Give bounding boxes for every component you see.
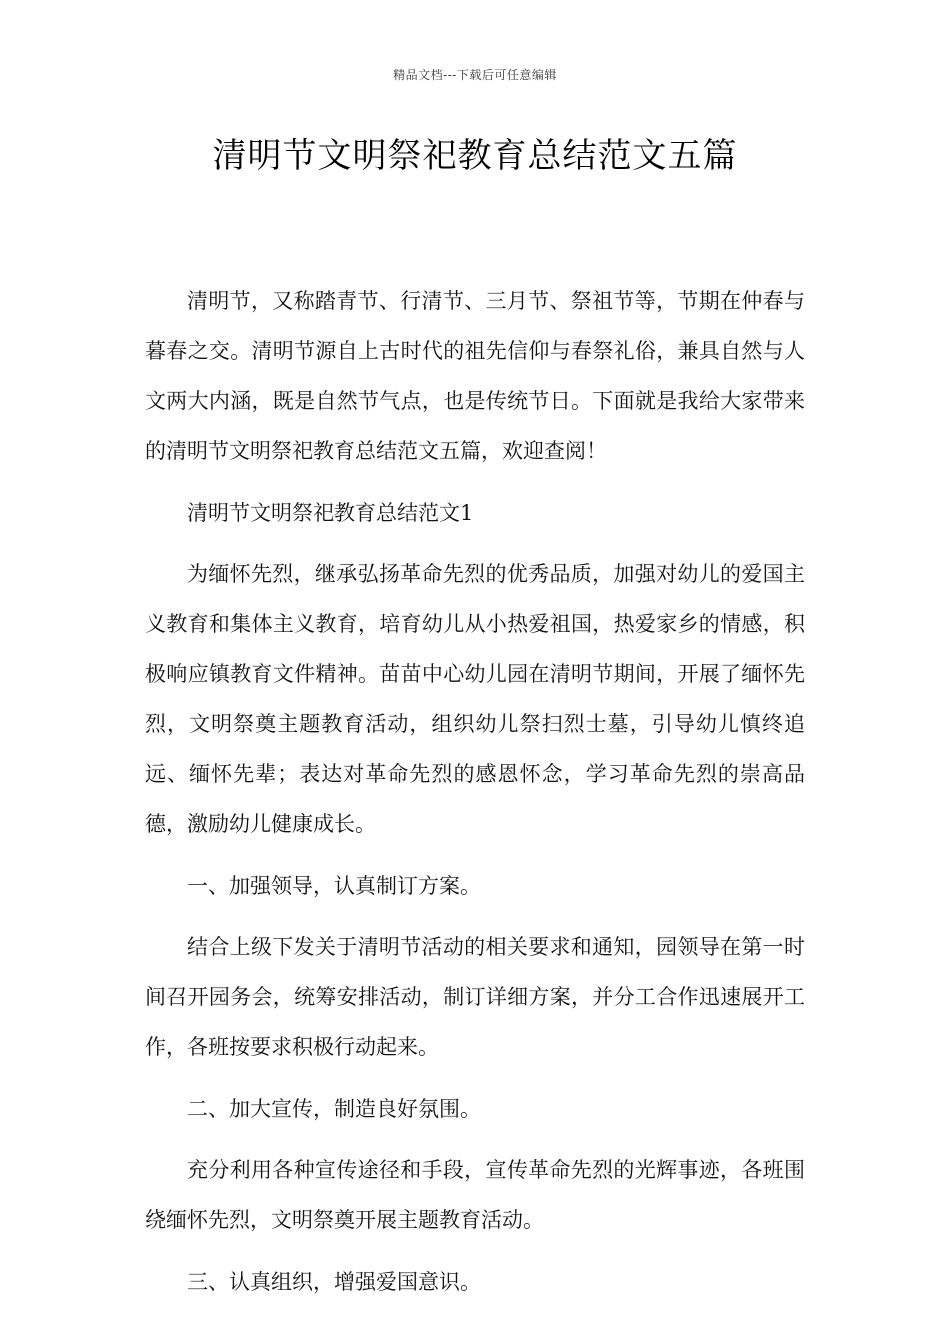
body-paragraph: 为缅怀先烈，继承弘扬革命先烈的优秀品质，加强对幼儿的爱国主义教育和集体主义教育，培育幼儿从小热爱祖国，热爱家乡的情感，积极响应镇教育文件精神。苗苗中心幼儿园在清明节期间，开展了缅怀先烈，文明祭奠主题教育活动，组织幼儿祭扫烈士墓，引导幼儿慎终追远、缅怀先辈；表达对革命先烈的感恩怀念，学习革命先烈的崇高品德，激励幼儿健康成长。 (145, 562, 805, 836)
section-heading: 清明节文明祭祀教育总结范文1 (187, 500, 474, 525)
sub-heading: 三、认真组织，增强爱国意识。 (187, 1269, 481, 1294)
sub-heading: 二、加大宣传，制造良好氛围。 (187, 1096, 481, 1121)
document-body (145, 276, 805, 1318)
document-title: 清明节文明祭祀教育总结范文五篇 (212, 136, 738, 176)
intro-paragraph: 清明节，又称踏青节、行清节、三月节、祭祖节等，节期在仲春与暮春之交。清明节源自上古时代的祖先信仰与春祭礼俗，兼具自然与人文两大内涵，既是自然节气点，也是传统节日。下面就是我给大家带来的清明节文明祭祀教育总结范文五篇，欢迎查阅！ (145, 289, 805, 463)
body-paragraph: 结合上级下发关于清明节活动的相关要求和通知，园领导在第一时间召开园务会，统筹安排活动，制订详细方案，并分工合作迅速展开工作，各班按要求积极行动起来。 (145, 935, 805, 1059)
header-note: 精品文档---下载后可任意编辑 (393, 68, 557, 82)
sub-heading: 一、加强领导，认真制订方案。 (187, 873, 481, 898)
body-paragraph: 充分利用各种宣传途径和手段，宣传革命先烈的光辉事迹，各班围绕缅怀先烈，文明祭奠开展主题教育活动。 (145, 1158, 805, 1232)
